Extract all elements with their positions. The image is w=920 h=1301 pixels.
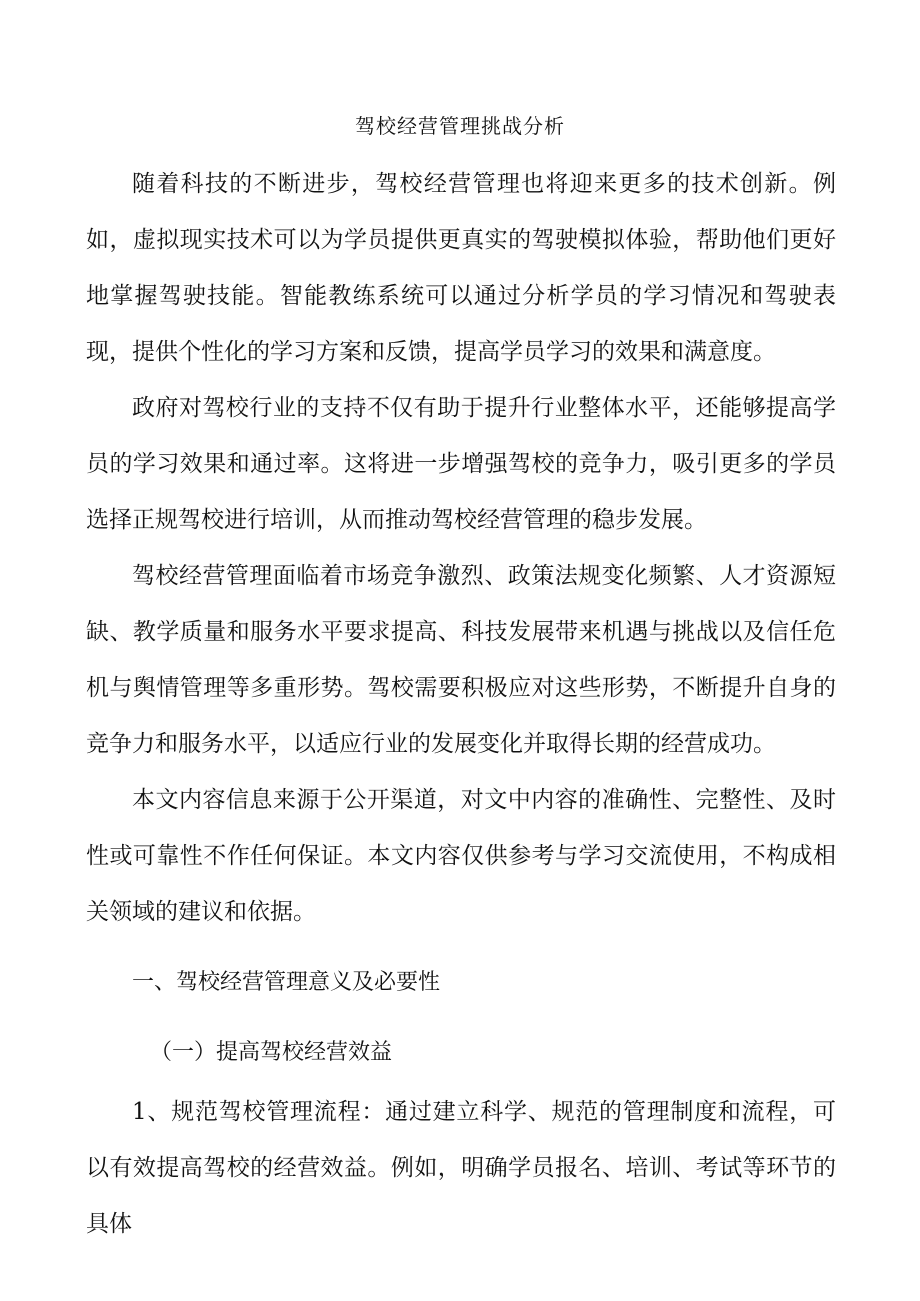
document-title: 驾校经营管理挑战分析 [355,114,565,138]
paragraph-tech-innovation: 随着科技的不断进步，驾校经营管理也将迎来更多的技术创新。例如，虚拟现实技术可以为学员提供更真实的驾驶模拟体验，帮助他们更好地掌握驾驶技能。智能教练系统可以通过分析学员的学习情况和驾驶表现，提供个性化的学习方案和反馈，提高学员学习的效果和满意度。 [86,171,836,365]
paragraph-challenges: 驾校经营管理面临着市场竞争激烈、政策法规变化频繁、人才资源短缺、教学质量和服务水平要求提高、科技发展带来机遇与挑战以及信任危机与舆情管理等多重形势。驾校需要积极应对这些形势，不断提升自身的竞争力和服务水平，以适应行业的发展变化并取得长期的经营成功。 [86,563,836,757]
paragraph-government-support: 政府对驾校行业的支持不仅有助于提升行业整体水平，还能够提高学员的学习效果和通过率。这将进一步增强驾校的竞争力，吸引更多的学员选择正规驾校进行培训，从而推动驾校经营管理的稳步发展。 [86,395,836,533]
subsection-heading: （一）提高驾校经营效益 [150,1040,393,1065]
paragraph-disclaimer: 本文内容信息来源于公开渠道，对文中内容的准确性、完整性、及时性或可靠性不作任何保证。本文内容仅供参考与学习交流使用，不构成相关领域的建议和依据。 [86,787,836,925]
section-heading: 一、驾校经营管理意义及必要性 [132,970,441,995]
item-paragraph: 1、规范驾校管理流程：通过建立科学、规范的管理制度和流程，可以有效提高驾校的经营效益。例如，明确学员报名、培训、考试等环节的具体 [86,1099,836,1237]
